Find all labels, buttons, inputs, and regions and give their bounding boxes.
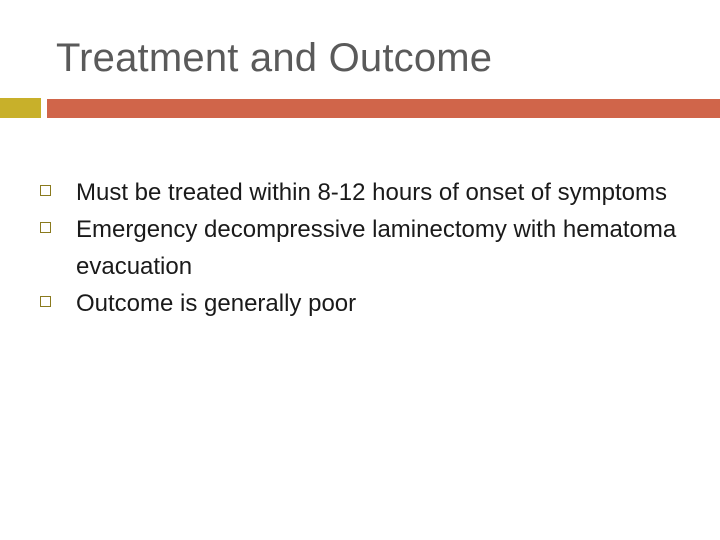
slide-title: Treatment and Outcome (56, 36, 493, 80)
bullet-item (40, 211, 680, 285)
hollow-square-bullet-icon (40, 296, 51, 307)
bullet-item (40, 285, 680, 322)
bullet-text: Outcome is generally poor (76, 290, 357, 317)
bullet-list (40, 174, 680, 322)
title-accent-bar (47, 99, 720, 118)
bullet-text: Emergency decompressive laminectomy with hematoma evacuation (76, 216, 677, 280)
title-accent-square (0, 98, 41, 118)
bullet-text: Must be treated within 8-12 hours of onset of symptoms (76, 179, 667, 206)
hollow-square-bullet-icon (40, 185, 51, 196)
bullet-item (40, 174, 680, 211)
hollow-square-bullet-icon (40, 222, 51, 233)
